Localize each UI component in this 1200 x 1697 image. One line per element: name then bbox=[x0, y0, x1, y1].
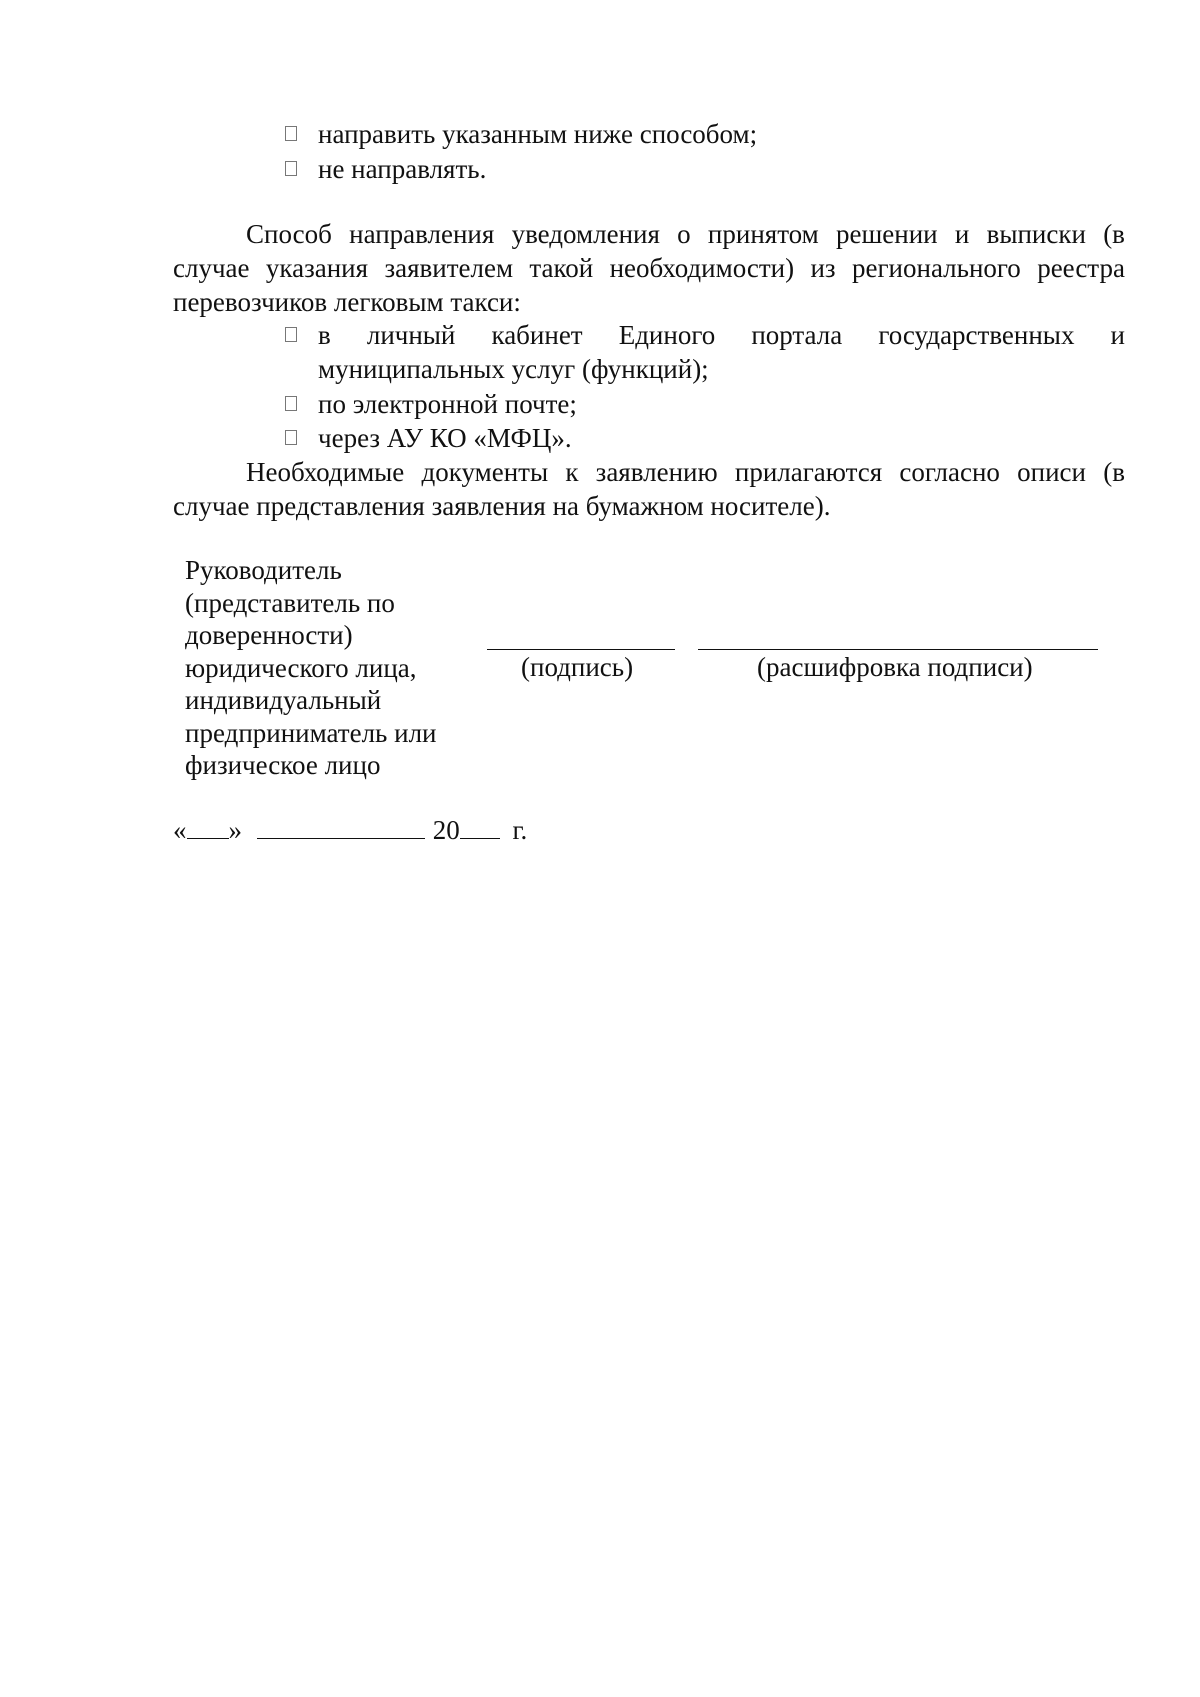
month-blank[interactable] bbox=[257, 814, 425, 839]
checkbox-send[interactable] bbox=[285, 126, 297, 141]
day-blank[interactable] bbox=[187, 814, 229, 839]
option-send-label: направить указанным ниже способом; bbox=[318, 119, 758, 149]
signature-caption: (подпись) bbox=[521, 652, 634, 682]
method-paragraph-line-1: Способ направления уведомления о принятом решении и выписки (в bbox=[246, 219, 1125, 249]
checkbox-mfc[interactable] bbox=[285, 430, 297, 445]
date-close-quote: » bbox=[228, 815, 242, 845]
method-paragraph-line-3: перевозчиков легковым такси: bbox=[173, 287, 521, 317]
option-gosuslugi-line-1: в личный кабинет Единого портала государственных и bbox=[318, 320, 1125, 350]
date-open-quote: « bbox=[173, 815, 187, 845]
option-email-label: по электронной почте; bbox=[318, 389, 577, 419]
date-line bbox=[173, 814, 527, 846]
checkbox-do-not-send[interactable] bbox=[285, 161, 297, 176]
method-paragraph-line-2: случае указания заявителем такой необходимости) из регионального реестра bbox=[173, 253, 1125, 283]
year-blank[interactable] bbox=[460, 814, 500, 839]
signatory-role: Руководитель (представитель по доверенности) юридического лица, индивидуальный предприниматель или физическое лицо bbox=[185, 555, 437, 780]
checkbox-gosuslugi-cabinet[interactable] bbox=[285, 327, 297, 342]
year-prefix: 20 bbox=[432, 815, 460, 845]
signature-line[interactable] bbox=[487, 649, 675, 650]
option-gosuslugi-line-2: муниципальных услуг (функций); bbox=[318, 354, 709, 384]
checkbox-email[interactable] bbox=[285, 396, 297, 411]
option-do-not-send-label: не направлять. bbox=[318, 154, 487, 184]
signature-decoding-caption: (расшифровка подписи) bbox=[757, 652, 1033, 682]
documents-paragraph-line-1: Необходимые документы к заявлению прилагаются согласно описи (в bbox=[246, 457, 1125, 487]
signature-decoding-line[interactable] bbox=[698, 649, 1098, 650]
documents-paragraph-line-2: случае представления заявления на бумажном носителе). bbox=[173, 491, 831, 521]
option-mfc-label: через АУ КО «МФЦ». bbox=[318, 423, 572, 453]
year-suffix: г. bbox=[512, 815, 528, 845]
